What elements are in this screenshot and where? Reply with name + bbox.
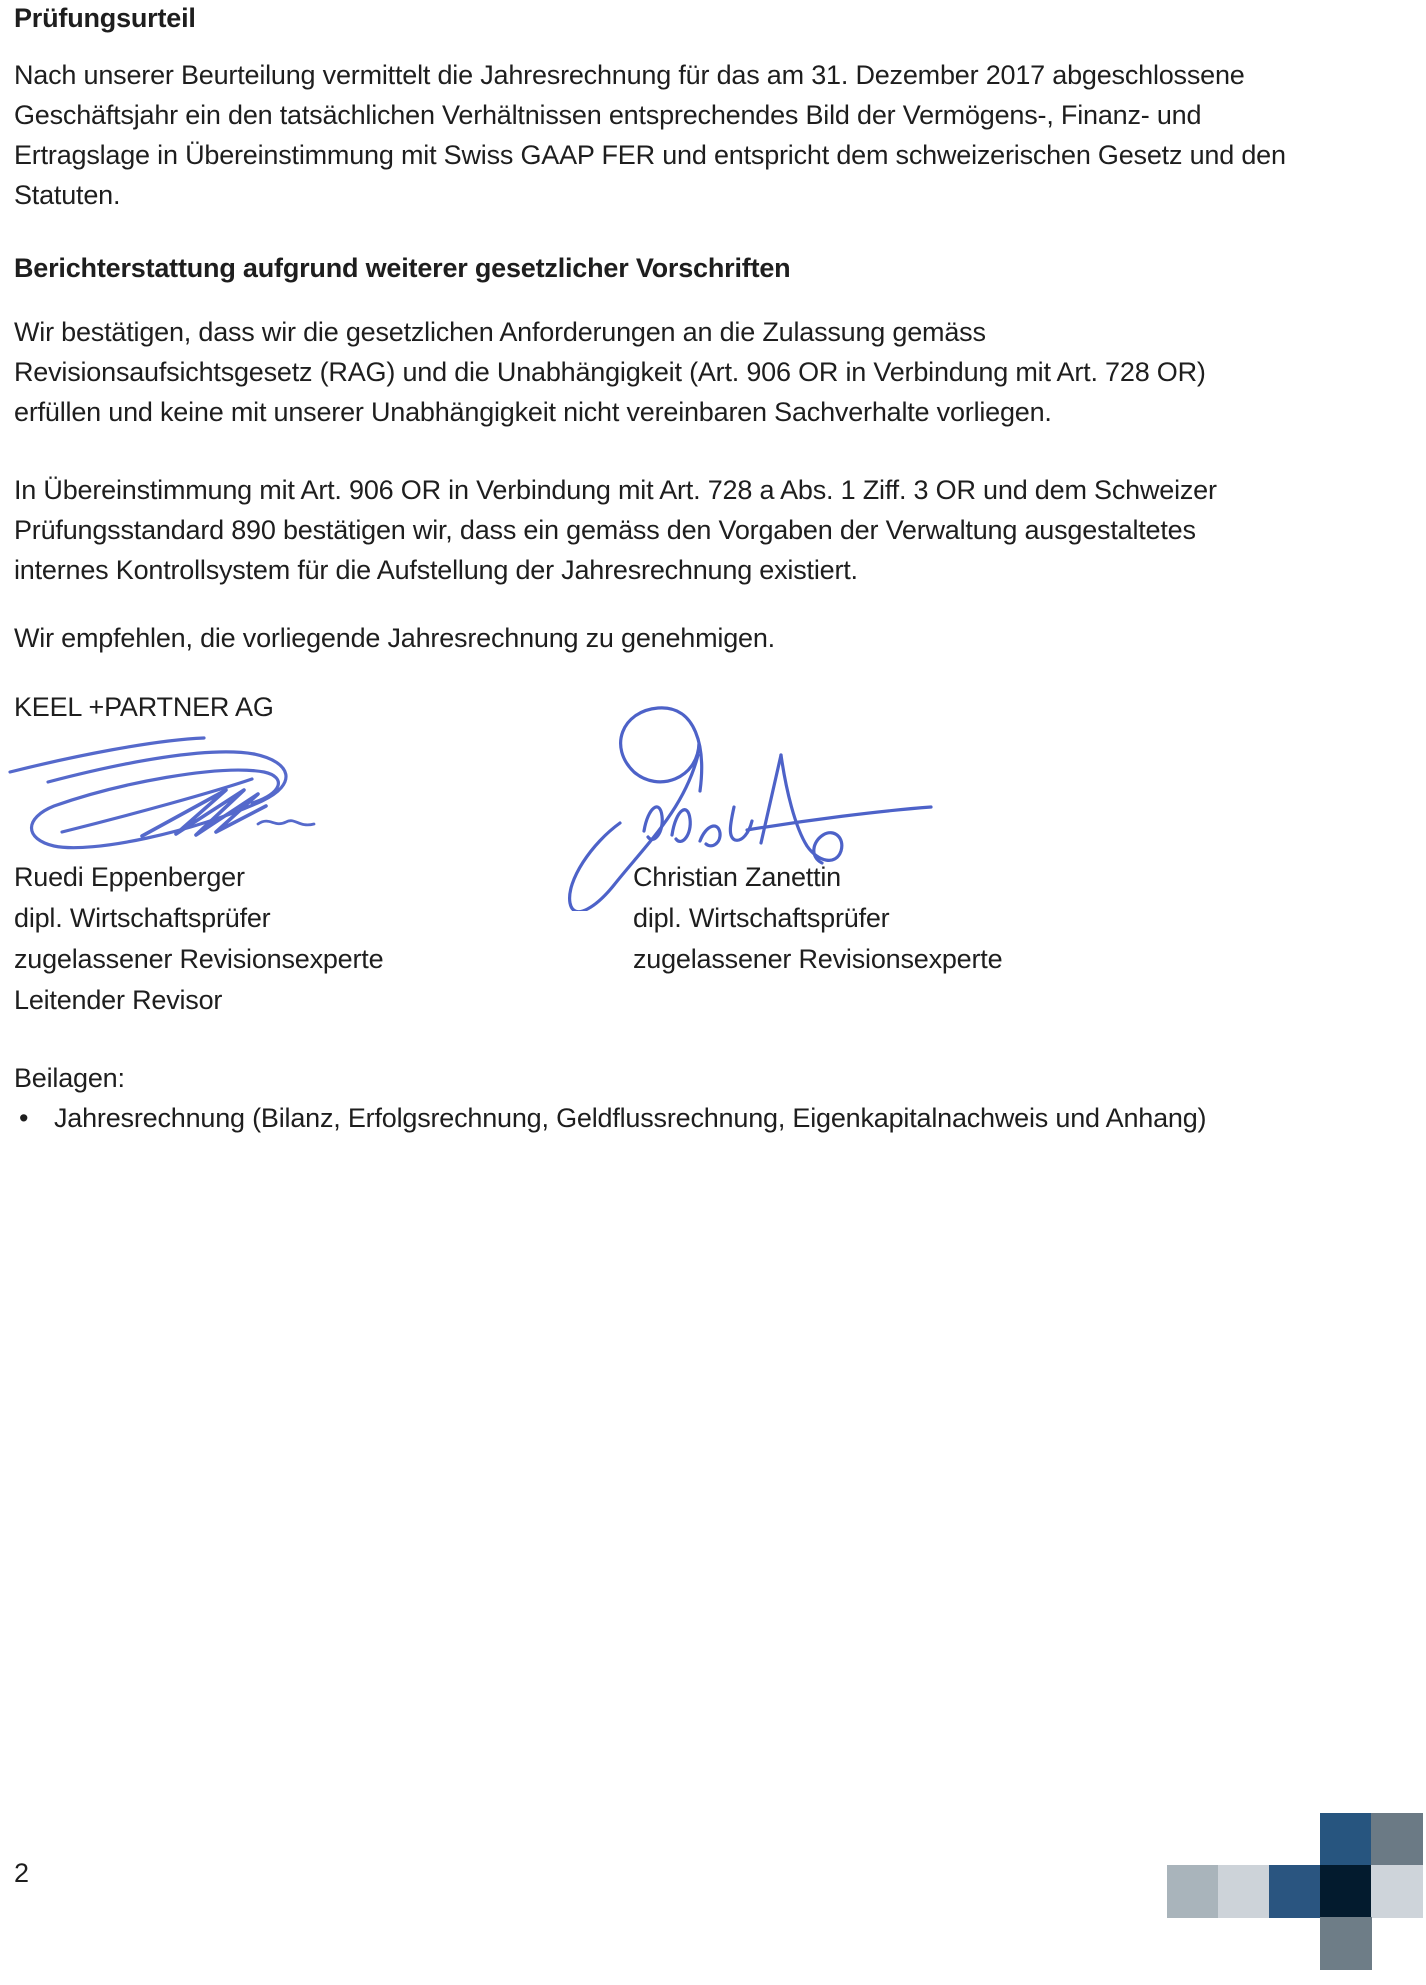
signer-name: Christian Zanettin bbox=[633, 862, 841, 892]
signer-title: zugelassener Revisionsexperte bbox=[633, 944, 1003, 974]
paragraph-line: Nach unserer Beurteilung vermittelt die Jahresrechnung für das am 31. Dezember 2017 abgeschlossene bbox=[14, 60, 1245, 90]
signer-name: Ruedi Eppenberger bbox=[14, 862, 245, 892]
paragraph-line: Ertragslage in Übereinstimmung mit Swiss GAAP FER und entspricht dem schweizerischen Gesetz und den bbox=[14, 140, 1286, 170]
logo-square bbox=[1269, 1865, 1321, 1918]
paragraph-line: internes Kontrollsystem für die Aufstellung der Jahresrechnung existiert. bbox=[14, 555, 858, 585]
section-heading-pruefungsurteil: Prüfungsurteil bbox=[14, 3, 196, 33]
paragraph-internal-controls bbox=[14, 470, 1217, 590]
paragraph-line: erfüllen und keine mit unserer Unabhängigkeit nicht vereinbaren Sachverhalte vorliegen. bbox=[14, 397, 1052, 427]
attachments-item-text: Jahresrechnung (Bilanz, Erfolgsrechnung, Geldflussrechnung, Eigenkapitalnachweis und Anhang) bbox=[54, 1103, 1207, 1133]
paragraph-line: Wir empfehlen, die vorliegende Jahresrechnung zu genehmigen. bbox=[14, 623, 775, 653]
paragraph-line: Geschäftsjahr ein den tatsächlichen Verhältnissen entsprechendes Bild der Vermögens-, Finanz- und bbox=[14, 100, 1202, 130]
keel-partner-logo bbox=[1167, 1813, 1424, 1970]
signer-title: dipl. Wirtschaftsprüfer bbox=[14, 903, 271, 933]
logo-square bbox=[1167, 1865, 1219, 1918]
paragraph-line: Revisionsaufsichtsgesetz (RAG) und die Unabhängigkeit (Art. 906 OR in Verbindung mit Art. 728 OR) bbox=[14, 357, 1206, 387]
paragraph-recommendation bbox=[14, 618, 775, 658]
attachments-item bbox=[14, 1103, 1206, 1134]
logo-square bbox=[1371, 1865, 1423, 1918]
paragraph-line: Statuten. bbox=[14, 180, 121, 210]
section-heading-berichterstattung: Berichterstattung aufgrund weiterer gesetzlicher Vorschriften bbox=[14, 253, 791, 283]
paragraph-line: Wir bestätigen, dass wir die gesetzlichen Anforderungen an die Zulassung gemäss bbox=[14, 317, 986, 347]
paragraph-audit-opinion bbox=[14, 55, 1286, 215]
paragraph-line: In Übereinstimmung mit Art. 906 OR in Verbindung mit Art. 728 a Abs. 1 Ziff. 3 OR und dem Schweizer bbox=[14, 475, 1217, 505]
logo-square bbox=[1371, 1813, 1423, 1866]
eppenberger-signature bbox=[4, 732, 320, 858]
paragraph-line: Prüfungsstandard 890 bestätigen wir, dass ein gemäss den Vorgaben der Verwaltung ausgestaltetes bbox=[14, 515, 1196, 545]
paragraph-legal-requirements bbox=[14, 312, 1206, 432]
logo-square bbox=[1320, 1865, 1372, 1918]
signer-block-right bbox=[633, 857, 1002, 980]
company-name: KEEL +PARTNER AG bbox=[14, 692, 274, 722]
logo-square bbox=[1320, 1813, 1372, 1866]
logo-square bbox=[1320, 1917, 1372, 1970]
attachments-label: Beilagen: bbox=[14, 1063, 125, 1093]
bullet-icon: • bbox=[19, 1103, 29, 1133]
logo-square bbox=[1218, 1865, 1270, 1918]
signer-title: zugelassener Revisionsexperte bbox=[14, 944, 384, 974]
page-number: 2 bbox=[14, 1858, 29, 1888]
signer-title: dipl. Wirtschaftsprüfer bbox=[633, 903, 890, 933]
signer-block-left bbox=[14, 857, 383, 1021]
signer-title: Leitender Revisor bbox=[14, 985, 223, 1015]
